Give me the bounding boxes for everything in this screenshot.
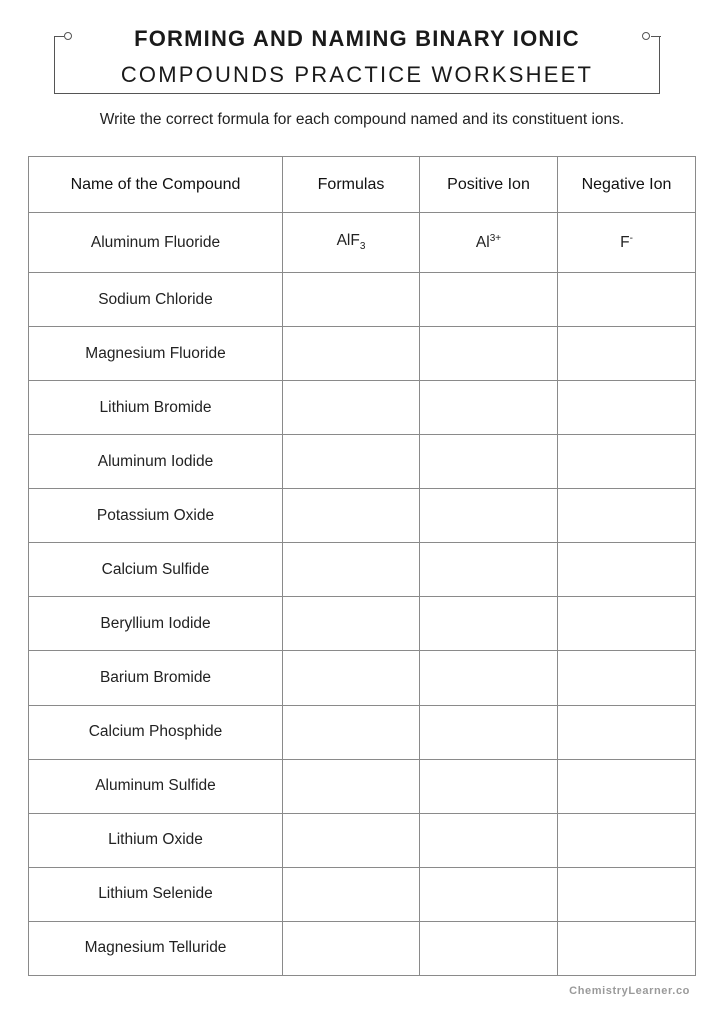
positive-ion-answer-cell[interactable] xyxy=(420,921,558,975)
table-row xyxy=(29,759,696,813)
positive-ion-answer-cell[interactable] xyxy=(420,597,558,651)
header-positive-ion: Positive Ion xyxy=(420,157,558,213)
title-line-2: COMPOUNDS PRACTICE WORKSHEET xyxy=(120,62,594,87)
compound-name: Potassium Oxide xyxy=(29,489,283,543)
compound-name: Lithium Bromide xyxy=(29,381,283,435)
negative-ion-answer-cell[interactable] xyxy=(558,381,696,435)
positive-ion-answer-cell[interactable] xyxy=(420,435,558,489)
compound-name: Magnesium Telluride xyxy=(29,921,283,975)
formula-answer-cell[interactable] xyxy=(283,597,420,651)
instructions: Write the correct formula for each compound named and its constituent ions. xyxy=(99,111,625,128)
example-row xyxy=(29,213,696,273)
compound-name: Lithium Oxide xyxy=(29,813,283,867)
table-row xyxy=(29,435,696,489)
positive-ion-answer-cell[interactable] xyxy=(420,759,558,813)
formula-answer-cell[interactable] xyxy=(283,813,420,867)
formula-answer-cell[interactable] xyxy=(283,489,420,543)
table-row xyxy=(29,327,696,381)
formula-answer-cell[interactable] xyxy=(283,273,420,327)
formula-answer-cell[interactable] xyxy=(283,705,420,759)
table-row xyxy=(29,543,696,597)
table-row xyxy=(29,381,696,435)
example-negative-ion: F- xyxy=(558,213,696,273)
negative-ion-answer-cell[interactable] xyxy=(558,327,696,381)
negative-ion-answer-cell[interactable] xyxy=(558,867,696,921)
footer-brand: ChemistryLearner.co xyxy=(569,985,690,997)
formula-answer-cell[interactable] xyxy=(283,759,420,813)
negative-ion-answer-cell[interactable] xyxy=(558,813,696,867)
table-row xyxy=(29,867,696,921)
example-positive-ion: $Al^{3+}$ xyxy=(420,213,558,273)
compound-name: Barium Bromide xyxy=(29,651,283,705)
negative-ion-answer-cell[interactable] xyxy=(558,759,696,813)
negative-ion-answer-cell[interactable] xyxy=(558,651,696,705)
negative-ion-answer-cell[interactable] xyxy=(558,489,696,543)
table-row xyxy=(29,921,696,975)
compound-name: Aluminum Iodide xyxy=(29,435,283,489)
positive-ion-answer-cell[interactable] xyxy=(420,327,558,381)
negative-ion-answer-cell[interactable] xyxy=(558,435,696,489)
worksheet-table xyxy=(28,156,696,976)
table-row xyxy=(29,489,696,543)
negative-ion-answer-cell[interactable] xyxy=(558,705,696,759)
positive-ion-answer-cell[interactable] xyxy=(420,813,558,867)
compound-name: Magnesium Fluoride xyxy=(29,327,283,381)
positive-ion-answer-cell[interactable] xyxy=(420,651,558,705)
header-row xyxy=(29,157,696,213)
compound-name: Calcium Phosphide xyxy=(29,705,283,759)
formula-answer-cell[interactable] xyxy=(283,543,420,597)
table-row xyxy=(29,651,696,705)
formula-answer-cell[interactable] xyxy=(283,435,420,489)
table-row xyxy=(29,705,696,759)
formula-answer-cell[interactable] xyxy=(283,381,420,435)
negative-ion-answer-cell[interactable] xyxy=(558,921,696,975)
example-compound-name: Aluminum Fluoride xyxy=(29,213,283,273)
compound-name: Beryllium Iodide xyxy=(29,597,283,651)
table-row xyxy=(29,597,696,651)
negative-ion-answer-cell[interactable] xyxy=(558,273,696,327)
positive-ion-answer-cell[interactable] xyxy=(420,867,558,921)
title-line-1: FORMING AND NAMING BINARY IONIC xyxy=(55,26,659,52)
compound-name: Calcium Sulfide xyxy=(29,543,283,597)
formula-answer-cell[interactable] xyxy=(283,921,420,975)
positive-ion-answer-cell[interactable] xyxy=(420,381,558,435)
compound-name: Aluminum Sulfide xyxy=(29,759,283,813)
compound-name: Lithium Selenide xyxy=(29,867,283,921)
formula-answer-cell[interactable] xyxy=(283,327,420,381)
header-negative-ion: Negative Ion xyxy=(558,157,696,213)
table-row xyxy=(29,273,696,327)
header-compound-name: Name of the Compound xyxy=(29,157,283,213)
positive-ion-answer-cell[interactable] xyxy=(420,273,558,327)
positive-ion-answer-cell[interactable] xyxy=(420,705,558,759)
positive-ion-answer-cell[interactable] xyxy=(420,543,558,597)
positive-ion-answer-cell[interactable] xyxy=(420,489,558,543)
example-formula: AlF$_3$ xyxy=(283,213,420,273)
header-formulas: Formulas xyxy=(283,157,420,213)
negative-ion-answer-cell[interactable] xyxy=(558,543,696,597)
compound-name: Sodium Chloride xyxy=(29,273,283,327)
title-box xyxy=(54,26,660,94)
negative-ion-answer-cell[interactable] xyxy=(558,597,696,651)
formula-answer-cell[interactable] xyxy=(283,867,420,921)
table-row xyxy=(29,813,696,867)
formula-answer-cell[interactable] xyxy=(283,651,420,705)
